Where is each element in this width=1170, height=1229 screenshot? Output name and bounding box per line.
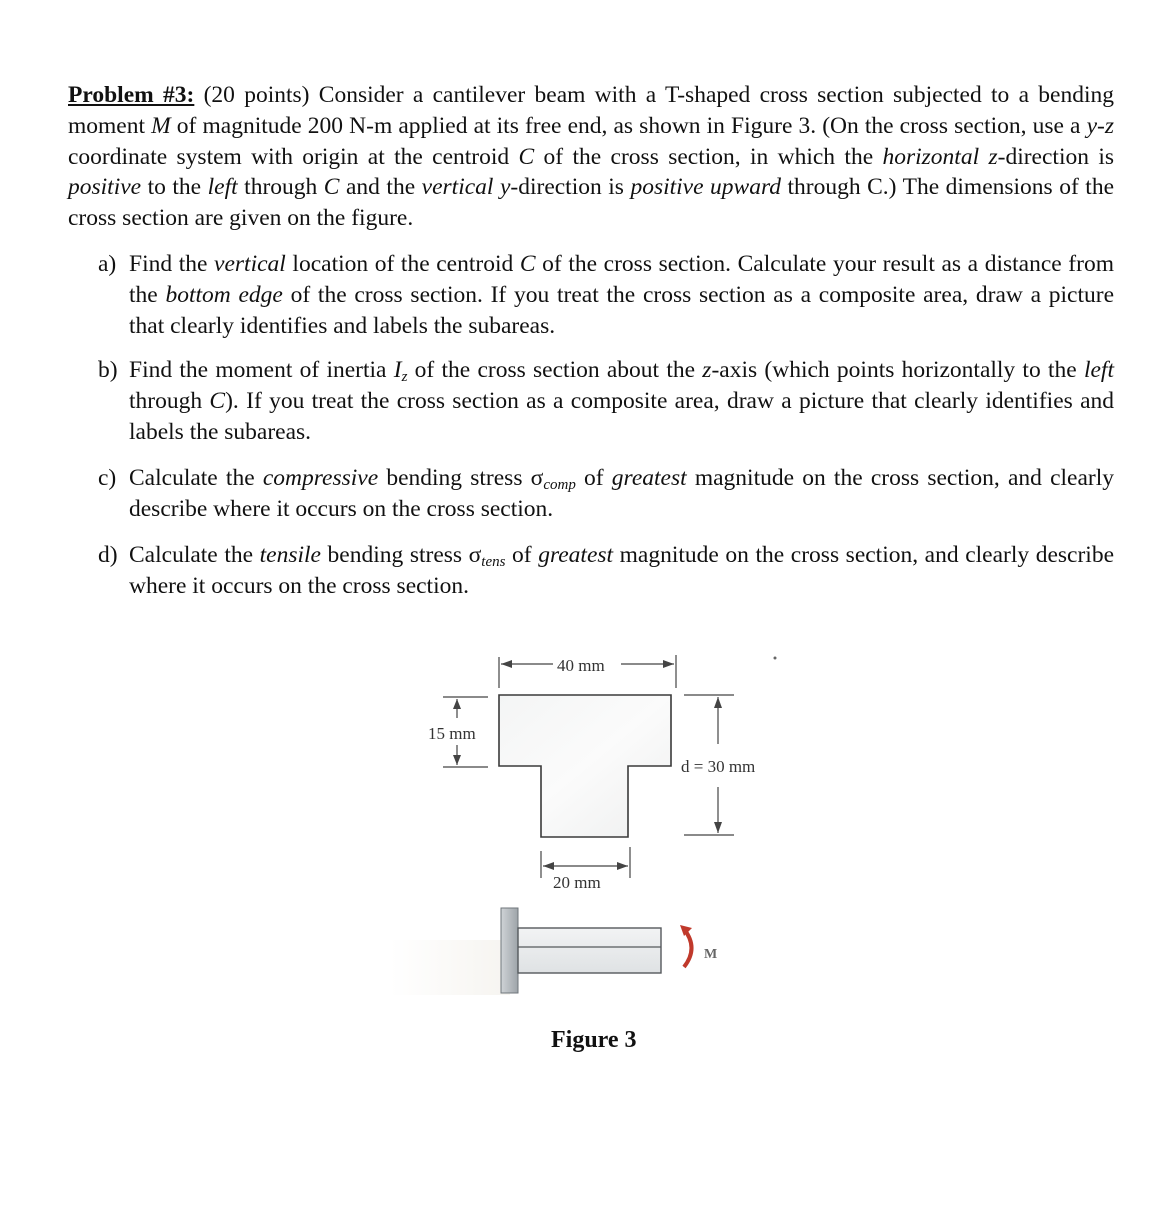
dim-flange-label: 15 mm <box>428 724 476 743</box>
dim-top-label: 40 mm <box>557 656 605 675</box>
figure-caption: Figure 3 <box>551 1027 637 1053</box>
dim-web-label: 20 mm <box>553 873 601 892</box>
part-label: a) <box>98 251 117 277</box>
background-shade <box>390 940 510 995</box>
part-label: d) <box>98 542 118 568</box>
beam <box>518 928 661 973</box>
part-text: Find the vertical location of the centroid C of the cross section. Calculate your result as a distance from the bottom edge of the cross section. If you treat the cross section as a composite area, draw a picture that clearly identifies and labels the subareas. <box>129 251 1115 339</box>
dim-depth-label: d = 30 mm <box>681 757 756 776</box>
t-cross-section <box>499 695 671 837</box>
problem-statement: Problem #3: (20 points) Consider a cantilever beam with a T-shaped cross section subjected to a bending moment M of magnitude 200 N-m applied at its free end, as shown in Figure 3. (On the cross section, use a y-z coordinate system with origin at the centroid C of the cross section, in which the horizontal z-direction is positive to the left through C and the vertical y-direction is positive upward through C.) The dimensions of the cross section are given on the figure. <box>68 82 1115 232</box>
fixed-wall <box>501 908 518 993</box>
part-text: Calculate the compressive bending stress $\sigma_{comp}$ of greatest magnitude on the cross section, and clearly describe where it occurs on the cross section. <box>129 465 1114 522</box>
part-label: b) <box>98 357 118 383</box>
part-text: Calculate the tensile bending stress $\sigma_{tens}$ of greatest magnitude on the cross section, and clearly describe where it occurs on the cross section. <box>129 542 1114 599</box>
part-text: Find the moment of inertia $I_z$ of the cross section about the z-axis (which points horizontally to the left through C). If you treat the cross section as a composite area, draw a picture that clearly identifies and labels the subareas. <box>129 357 1115 445</box>
part-label: c) <box>98 465 117 491</box>
speck <box>774 657 777 660</box>
moment-label: M <box>704 947 718 962</box>
problem-heading: Problem #3: <box>68 82 195 108</box>
